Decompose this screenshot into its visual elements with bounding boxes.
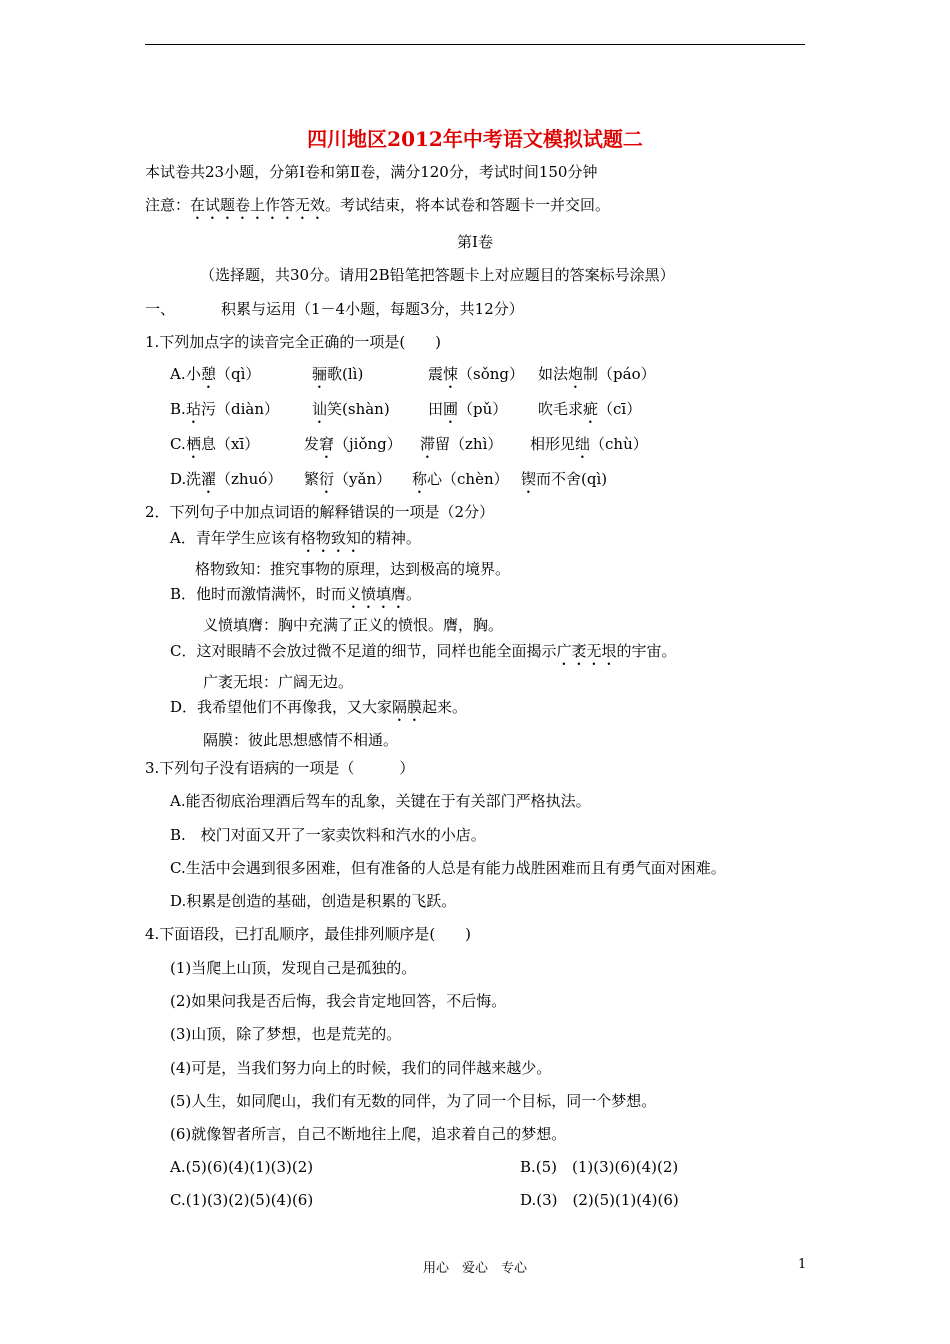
notice-line (145, 195, 610, 223)
volume-description: （选择题，共30分。请用2B铅笔把答题卡上对应题目的答案标号涂黑） (200, 266, 675, 284)
question-3-option-d: D.积累是创造的基础，创造是积累的飞跃。 (170, 892, 457, 910)
question-2-option-b: B．他时而激情满怀，时而义愤填膺。 (170, 585, 422, 603)
intro-text: 本试卷共23小题，分第Ⅰ卷和第Ⅱ卷，满分120分，考试时间150分钟 (145, 163, 598, 181)
question-4-sentence: (2)如果问我是否后悔，我会肯定地回答，不后悔。 (170, 992, 507, 1010)
option-item: 洗濯（zhuó） (186, 470, 283, 488)
question-2-explanation-d: 隔膜：彼此思想感情不相通。 (203, 731, 399, 749)
option-label: B. (170, 400, 186, 418)
question-3-option-c: C.生活中会遇到很多困难，但有准备的人总是有能力战胜困难而且有勇气面对困难。 (170, 859, 726, 877)
notice-prefix: 注意： (145, 196, 191, 214)
option-label: A. (170, 365, 186, 383)
question-2-stem: 2．下列句子中加点词语的解释错误的一项是（2分） (145, 503, 495, 521)
option-item: 骊歌(lì) (312, 365, 364, 383)
exam-title: 四川地区2012年中考语文模拟试题二 (307, 127, 643, 151)
notice-rest: 。考试结束，将本试卷和答题卡一并交回。 (325, 196, 611, 214)
option-item: 相形见绌（chù） (530, 435, 648, 453)
footer-motto: 用心 爱心 专心 (422, 1261, 527, 1276)
notice-emphasis: 在试题卷上作答无效 (190, 196, 326, 214)
option-item: 震悚（sǒng） (428, 365, 525, 383)
option-item: 称心（chèn） (412, 470, 509, 488)
option-item: 玷污（diàn） (186, 400, 280, 418)
page-number: 1 (798, 1257, 807, 1272)
question-4-sentence: (3)山顶，除了梦想，也是荒芜的。 (170, 1025, 402, 1043)
option-item: 吹毛求疵（cī） (538, 400, 642, 418)
question-2-option-c: C．这对眼睛不会放过微不足道的细节，同样也能全面揭示广袤无垠的宇宙。 (170, 642, 677, 660)
question-3-stem: 3.下列句子没有语病的一项是（ ） (145, 759, 415, 777)
option-item: 发窘（jiǒng） (304, 435, 402, 453)
option-item: 如法炮制（páo） (538, 365, 656, 383)
option-item: 小憩（qì） (186, 365, 261, 383)
question-4-option-c: C.(1)(3)(2)(5)(4)(6) (170, 1191, 314, 1209)
option-label: C. (170, 435, 186, 453)
question-4-sentence: (6)就像智者所言，自己不断地往上爬，追求着自己的梦想。 (170, 1125, 567, 1143)
option-item: 讪笑(shàn) (312, 400, 390, 418)
question-4-option-b: B.(5) (1)(3)(6)(4)(2) (520, 1158, 679, 1176)
option-item: 滞留（zhì） (420, 435, 503, 453)
question-4-option-d: D.(3) (2)(5)(1)(4)(6) (520, 1191, 679, 1209)
question-2-explanation-b: 义愤填膺：胸中充满了正义的愤恨。膺，胸。 (203, 616, 504, 634)
question-2-option-a: A．青年学生应该有格物致知的精神。 (170, 529, 421, 547)
question-4-sentence: (5)人生，如同爬山，我们有无数的同伴，为了同一个目标，同一个梦想。 (170, 1092, 657, 1110)
question-4-sentence: (1)当爬上山顶，发现自己是孤独的。 (170, 959, 417, 977)
question-1-stem: 1.下列加点字的读音完全正确的一项是( ) (145, 333, 442, 351)
option-label: D. (170, 470, 187, 488)
option-item: 繁衍（yǎn） (304, 470, 392, 488)
question-2-explanation-a: 格物致知：推究事物的原理，达到极高的境界。 (195, 560, 511, 578)
section-title: 积累与运用（1－4小题，每题3分，共12分） (221, 300, 524, 318)
question-4-sentence: (4)可是，当我们努力向上的时候，我们的同伴越来越少。 (170, 1059, 552, 1077)
question-2-option-d: D．我希望他们不再像我，又大家隔膜起来。 (170, 698, 468, 716)
option-item: 栖息（xī） (186, 435, 260, 453)
question-4-option-a: A.(5)(6)(4)(1)(3)(2) (170, 1158, 314, 1176)
question-3-option-a: A.能否彻底治理酒后驾车的乱象，关键在于有关部门严格执法。 (170, 792, 591, 810)
header-rule (145, 44, 805, 45)
option-item: 田圃（pǔ） (428, 400, 508, 418)
option-item: 锲而不舍(qì) (521, 470, 608, 488)
section-number: 一、 (145, 300, 176, 318)
question-4-stem: 4.下面语段，已打乱顺序，最佳排列顺序是( ) (145, 925, 472, 943)
question-2-explanation-c: 广袤无垠：广阔无边。 (203, 673, 354, 691)
section-heading (145, 299, 524, 319)
volume-heading: 第Ⅰ卷 (457, 233, 493, 251)
question-3-option-b: B. 校门对面又开了一家卖饮料和汽水的小店。 (170, 826, 486, 844)
